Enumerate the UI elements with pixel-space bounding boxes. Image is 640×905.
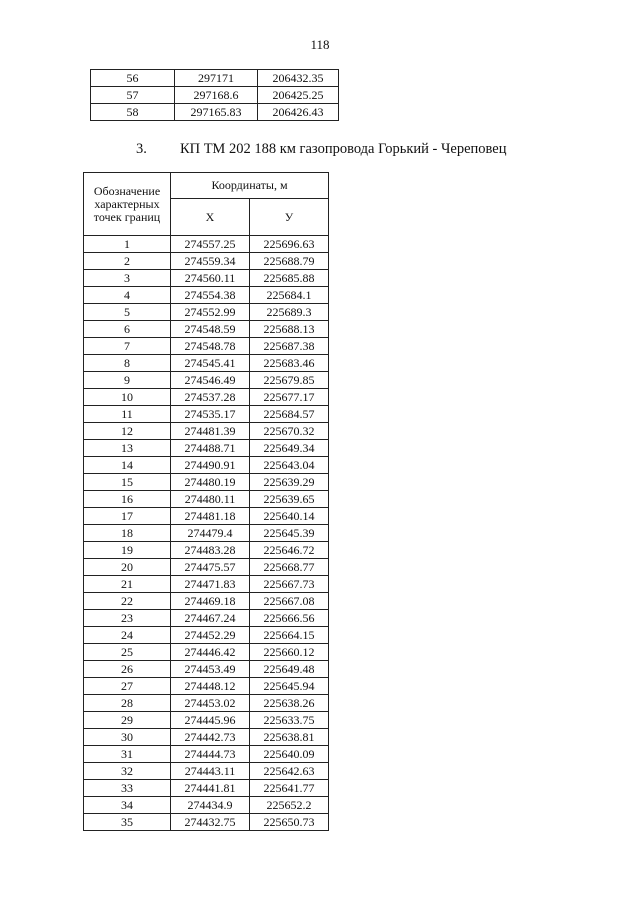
table-row [84, 372, 329, 389]
table-row [84, 780, 329, 797]
continued-table-body [91, 70, 339, 121]
y-coordinate-cell: 225688.13 [250, 321, 329, 338]
x-coordinate-cell: 274467.24 [171, 610, 250, 627]
table-row [84, 491, 329, 508]
table-row [84, 797, 329, 814]
point-id-cell: 35 [84, 814, 171, 831]
y-coordinate-cell: 225645.39 [250, 525, 329, 542]
header-y: У [250, 199, 329, 236]
x-coordinate-cell: 274434.9 [171, 797, 250, 814]
x-coordinate-cell: 274537.28 [171, 389, 250, 406]
x-coordinate-cell: 274546.49 [171, 372, 250, 389]
header-point-designation: Обозначение характерных точек границ [84, 173, 171, 236]
header-coordinates: Координаты, м [171, 173, 329, 199]
x-coordinate-cell: 274552.99 [171, 304, 250, 321]
point-id-cell: 7 [84, 338, 171, 355]
y-coordinate-cell: 225696.63 [250, 236, 329, 253]
y-coordinate-cell: 225643.04 [250, 457, 329, 474]
y-coordinate-cell: 225639.65 [250, 491, 329, 508]
coordinates-table [83, 172, 329, 831]
point-id-cell: 4 [84, 287, 171, 304]
table-row [84, 763, 329, 780]
x-coordinate-cell: 274432.75 [171, 814, 250, 831]
point-id-cell: 21 [84, 576, 171, 593]
table-row [84, 627, 329, 644]
y-coordinate-cell: 225633.75 [250, 712, 329, 729]
point-id-cell: 16 [84, 491, 171, 508]
y-coordinate-cell: 225667.08 [250, 593, 329, 610]
y-coordinate-cell: 225652.2 [250, 797, 329, 814]
point-id-cell: 2 [84, 253, 171, 270]
point-id-cell: 25 [84, 644, 171, 661]
y-coordinate-cell: 225650.73 [250, 814, 329, 831]
x-coordinate-cell: 274481.18 [171, 508, 250, 525]
point-id-cell: 17 [84, 508, 171, 525]
y-coordinate-cell: 225645.94 [250, 678, 329, 695]
x-coordinate-cell: 274548.59 [171, 321, 250, 338]
y-coordinate-cell: 225646.72 [250, 542, 329, 559]
x-coordinate-cell: 274557.25 [171, 236, 250, 253]
table-row [84, 729, 329, 746]
point-id-cell: 26 [84, 661, 171, 678]
point-id-cell: 57 [91, 87, 175, 104]
y-coordinate-cell: 225638.26 [250, 695, 329, 712]
table-row [84, 457, 329, 474]
table-row [84, 406, 329, 423]
y-coordinate-cell: 225639.29 [250, 474, 329, 491]
y-coordinate-cell: 225677.17 [250, 389, 329, 406]
y-coordinate-cell: 225668.77 [250, 559, 329, 576]
x-coordinate-cell: 274445.96 [171, 712, 250, 729]
y-coordinate-cell: 225640.09 [250, 746, 329, 763]
x-coordinate-cell: 274479.4 [171, 525, 250, 542]
x-coordinate-cell: 274490.91 [171, 457, 250, 474]
table-row [84, 576, 329, 593]
page-number: 118 [310, 37, 330, 52]
x-coordinate-cell: 274560.11 [171, 270, 250, 287]
point-id-cell: 1 [84, 236, 171, 253]
y-coordinate-cell: 225640.14 [250, 508, 329, 525]
table-row [84, 253, 329, 270]
point-id-cell: 10 [84, 389, 171, 406]
point-id-cell: 58 [91, 104, 175, 121]
point-id-cell: 22 [84, 593, 171, 610]
y-coordinate-cell: 225660.12 [250, 644, 329, 661]
table-row [84, 678, 329, 695]
table-row [84, 525, 329, 542]
x-coordinate-cell: 274446.42 [171, 644, 250, 661]
y-coordinate-cell: 225679.85 [250, 372, 329, 389]
y-coordinate-cell: 206432.35 [258, 70, 339, 87]
x-coordinate-cell: 274453.49 [171, 661, 250, 678]
table-row [91, 104, 339, 121]
point-id-cell: 11 [84, 406, 171, 423]
table-row [84, 338, 329, 355]
table-row [84, 542, 329, 559]
x-coordinate-cell: 274471.83 [171, 576, 250, 593]
section-heading [136, 141, 506, 158]
x-coordinate-cell: 274469.18 [171, 593, 250, 610]
x-coordinate-cell: 274480.19 [171, 474, 250, 491]
y-coordinate-cell: 225687.38 [250, 338, 329, 355]
x-coordinate-cell: 274488.71 [171, 440, 250, 457]
x-coordinate-cell: 274483.28 [171, 542, 250, 559]
y-coordinate-cell: 206426.43 [258, 104, 339, 121]
y-coordinate-cell: 225664.15 [250, 627, 329, 644]
x-coordinate-cell: 274481.39 [171, 423, 250, 440]
point-id-cell: 30 [84, 729, 171, 746]
table-row [84, 695, 329, 712]
section-number: 3. [136, 141, 147, 157]
y-coordinate-cell: 225689.3 [250, 304, 329, 321]
table-row [84, 474, 329, 491]
x-coordinate-cell: 274480.11 [171, 491, 250, 508]
point-id-cell: 8 [84, 355, 171, 372]
point-id-cell: 5 [84, 304, 171, 321]
point-id-cell: 29 [84, 712, 171, 729]
table-row [84, 423, 329, 440]
x-coordinate-cell: 274554.38 [171, 287, 250, 304]
table-row [84, 304, 329, 321]
table-row [84, 508, 329, 525]
table-row [84, 270, 329, 287]
y-coordinate-cell: 225638.81 [250, 729, 329, 746]
x-coordinate-cell: 274475.57 [171, 559, 250, 576]
y-coordinate-cell: 206425.25 [258, 87, 339, 104]
y-coordinate-cell: 225649.34 [250, 440, 329, 457]
table-row [91, 87, 339, 104]
table-row [84, 593, 329, 610]
header-x: X [171, 199, 250, 236]
table-row [84, 355, 329, 372]
x-coordinate-cell: 274448.12 [171, 678, 250, 695]
table-row [84, 559, 329, 576]
point-id-cell: 6 [84, 321, 171, 338]
y-coordinate-cell: 225667.73 [250, 576, 329, 593]
y-coordinate-cell: 225684.57 [250, 406, 329, 423]
x-coordinate-cell: 297165.83 [175, 104, 258, 121]
point-id-cell: 20 [84, 559, 171, 576]
y-coordinate-cell: 225684.1 [250, 287, 329, 304]
table-row [84, 236, 329, 253]
point-id-cell: 15 [84, 474, 171, 491]
x-coordinate-cell: 274443.11 [171, 763, 250, 780]
x-coordinate-cell: 274535.17 [171, 406, 250, 423]
point-id-cell: 31 [84, 746, 171, 763]
table-row [84, 644, 329, 661]
table-row [84, 746, 329, 763]
point-id-cell: 3 [84, 270, 171, 287]
y-coordinate-cell: 225670.32 [250, 423, 329, 440]
point-id-cell: 27 [84, 678, 171, 695]
point-id-cell: 34 [84, 797, 171, 814]
x-coordinate-cell: 274545.41 [171, 355, 250, 372]
point-id-cell: 24 [84, 627, 171, 644]
point-id-cell: 32 [84, 763, 171, 780]
table-row [84, 440, 329, 457]
x-coordinate-cell: 297171 [175, 70, 258, 87]
point-id-cell: 33 [84, 780, 171, 797]
x-coordinate-cell: 274441.81 [171, 780, 250, 797]
point-id-cell: 13 [84, 440, 171, 457]
continued-coordinates-table [90, 69, 339, 121]
x-coordinate-cell: 297168.6 [175, 87, 258, 104]
section-title: КП ТМ 202 188 км газопровода Горький - Череповец [180, 141, 507, 157]
table-row [84, 712, 329, 729]
point-id-cell: 18 [84, 525, 171, 542]
y-coordinate-cell: 225688.79 [250, 253, 329, 270]
x-coordinate-cell: 274442.73 [171, 729, 250, 746]
table-row [84, 287, 329, 304]
point-id-cell: 19 [84, 542, 171, 559]
x-coordinate-cell: 274444.73 [171, 746, 250, 763]
coordinates-table-body [84, 236, 329, 831]
y-coordinate-cell: 225641.77 [250, 780, 329, 797]
table-row [84, 321, 329, 338]
x-coordinate-cell: 274548.78 [171, 338, 250, 355]
y-coordinate-cell: 225649.48 [250, 661, 329, 678]
point-id-cell: 23 [84, 610, 171, 627]
table-row [91, 70, 339, 87]
table-row [84, 389, 329, 406]
point-id-cell: 56 [91, 70, 175, 87]
point-id-cell: 12 [84, 423, 171, 440]
x-coordinate-cell: 274452.29 [171, 627, 250, 644]
y-coordinate-cell: 225666.56 [250, 610, 329, 627]
y-coordinate-cell: 225683.46 [250, 355, 329, 372]
point-id-cell: 14 [84, 457, 171, 474]
point-id-cell: 9 [84, 372, 171, 389]
x-coordinate-cell: 274559.34 [171, 253, 250, 270]
y-coordinate-cell: 225685.88 [250, 270, 329, 287]
table-row [84, 814, 329, 831]
table-row [84, 610, 329, 627]
x-coordinate-cell: 274453.02 [171, 695, 250, 712]
point-id-cell: 28 [84, 695, 171, 712]
y-coordinate-cell: 225642.63 [250, 763, 329, 780]
table-row [84, 661, 329, 678]
